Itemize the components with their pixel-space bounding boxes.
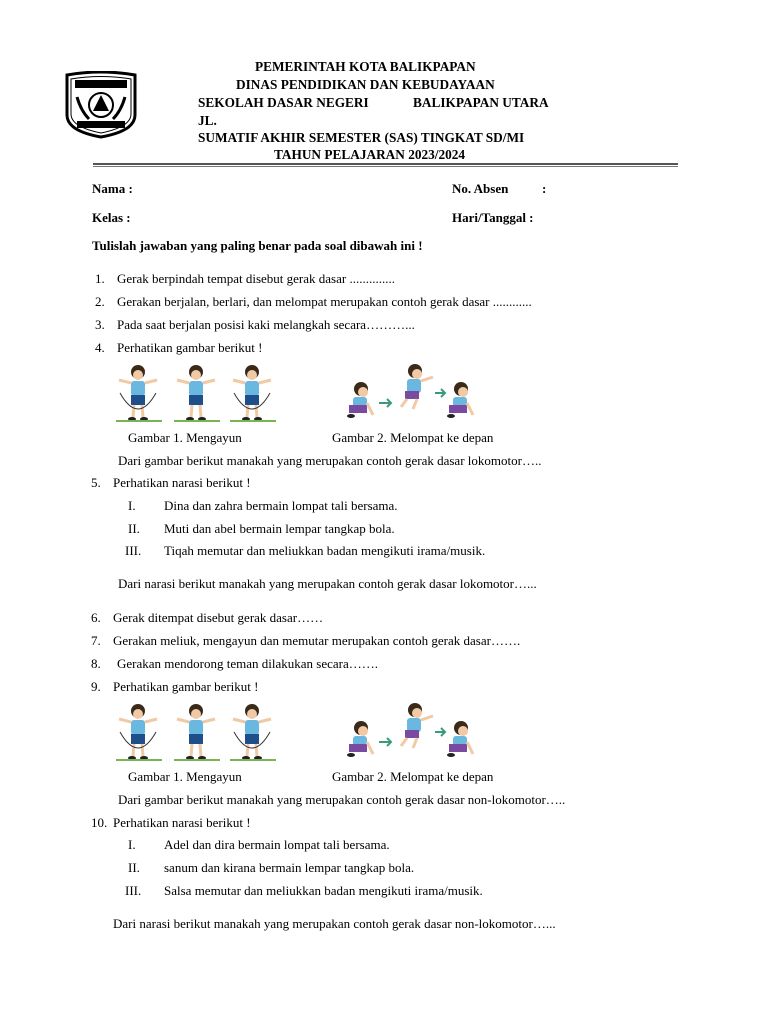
header-department: DINAS PENDIDIKAN DAN KEBUDAYAAN (236, 77, 495, 92)
question-text: Gerakan meliuk, mengayun dan memutar merupakan contoh gerak dasar……. (113, 633, 521, 648)
question-text: Perhatikan narasi berikut ! (113, 475, 251, 490)
instruction-text: Tulislah jawaban yang paling benar pada soal dibawah ini ! (92, 238, 423, 253)
question-prompt: Dari gambar berikut manakah yang merupakan contoh gerak dasar lokomotor….. (118, 453, 542, 468)
figure-caption-jump-2: Gambar 2. Melompat ke depan (332, 769, 494, 784)
roman-numeral: II. (128, 521, 140, 536)
city-emblem-logo (63, 71, 139, 139)
question-text: Perhatikan gambar berikut ! (117, 340, 263, 355)
question-number: 7. (91, 633, 101, 648)
question-text: Gerak ditempat disebut gerak dasar…… (113, 610, 324, 625)
question-number: 3. (95, 317, 105, 332)
question-number: 9. (91, 679, 101, 694)
header-school: SEKOLAH DASAR NEGERI (198, 95, 369, 110)
question-prompt: Dari narasi berikut manakah yang merupakan contoh gerak dasar non-lokomotor…... (113, 916, 556, 931)
question-number: 10. (91, 815, 108, 830)
question-number: 8. (91, 656, 101, 671)
figure-caption-jump: Gambar 2. Melompat ke depan (332, 430, 494, 445)
roman-numeral: I. (128, 498, 136, 513)
absen-field-colon: : (542, 181, 547, 196)
question-text: Perhatikan narasi berikut ! (113, 815, 251, 830)
header-district: BALIKPAPAN UTARA (413, 95, 549, 110)
question-text: Gerak berpindah tempat disebut gerak dasar .............. (117, 271, 395, 286)
narrative-item: Muti dan abel bermain lempar tangkap bola. (164, 521, 395, 536)
question-number: 6. (91, 610, 101, 625)
question-text: Gerakan mendorong teman dilakukan secara……. (117, 656, 378, 671)
jumping-forward-illustration (339, 363, 479, 423)
header-address: JL. (198, 113, 217, 128)
narrative-item: Tiqah memutar dan meliukkan badan mengikuti irama/musik. (164, 543, 486, 558)
question-text: Perhatikan gambar berikut ! (113, 679, 259, 694)
roman-numeral: II. (128, 860, 140, 875)
question-prompt: Dari gambar berikut manakah yang merupakan contoh gerak dasar non-lokomotor….. (118, 792, 566, 807)
question-text: Gerakan berjalan, berlari, dan melompat merupakan contoh gerak dasar ............ (117, 294, 532, 309)
question-prompt: Dari narasi berikut manakah yang merupakan contoh gerak dasar lokomotor…... (118, 576, 537, 591)
header-academic-year: TAHUN PELAJARAN 2023/2024 (274, 147, 466, 162)
header-government: PEMERINTAH KOTA BALIKPAPAN (255, 59, 476, 74)
question-number: 5. (91, 475, 101, 490)
roman-numeral: I. (128, 837, 136, 852)
narrative-item: Salsa memutar dan meliukkan badan mengikuti irama/musik. (164, 883, 483, 898)
figure-caption-swing: Gambar 1. Mengayun (128, 430, 242, 445)
header-divider (93, 163, 678, 165)
question-number: 1. (95, 271, 105, 286)
class-field-label: Kelas : (92, 210, 131, 225)
question-number: 4. (95, 340, 105, 355)
header-divider-thin (93, 166, 678, 167)
roman-numeral: III. (125, 543, 142, 558)
date-field-label: Hari/Tanggal : (452, 210, 534, 225)
jumping-forward-illustration-2 (339, 702, 479, 762)
swinging-children-illustration (116, 363, 282, 423)
header-exam-title: SUMATIF AKHIR SEMESTER (SAS) TINGKAT SD/MI (198, 130, 525, 145)
narrative-item: Dina dan zahra bermain lompat tali bersama. (164, 498, 398, 513)
absen-field-label: No. Absen (452, 181, 509, 196)
narrative-item: sanum dan kirana bermain lempar tangkap bola. (164, 860, 415, 875)
question-number: 2. (95, 294, 105, 309)
narrative-item: Adel dan dira bermain lompat tali bersama. (164, 837, 390, 852)
roman-numeral: III. (125, 883, 142, 898)
swinging-children-illustration-2 (116, 702, 282, 762)
name-field-label: Nama : (92, 181, 133, 196)
question-text: Pada saat berjalan posisi kaki melangkah secara………... (117, 317, 415, 332)
figure-caption-swing-2: Gambar 1. Mengayun (128, 769, 242, 784)
